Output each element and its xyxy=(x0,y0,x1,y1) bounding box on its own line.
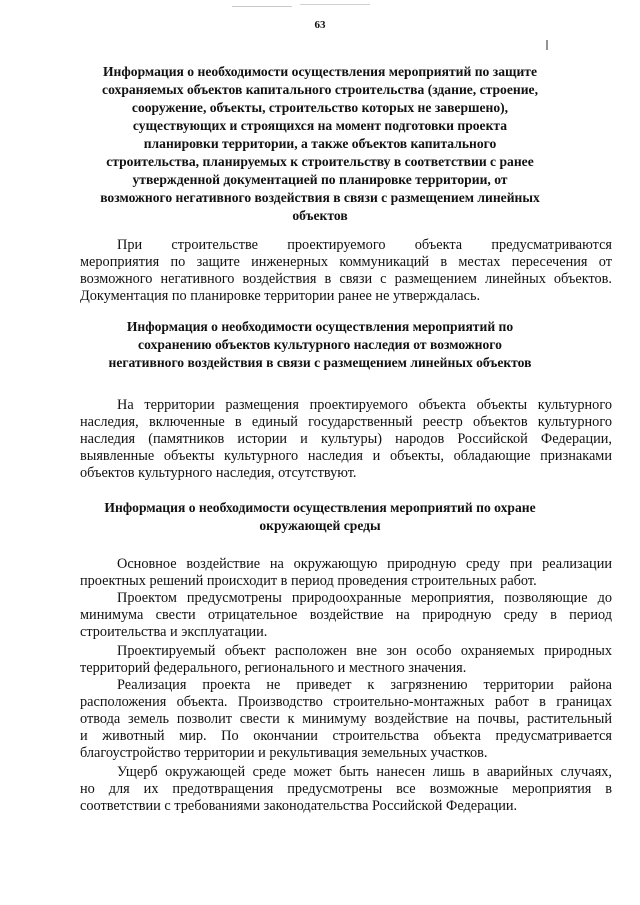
heading-line: возможного негативного воздействия в связи с размещением линейных xyxy=(100,190,540,205)
heading-line: Информация о необходимости осуществления мероприятий по охране xyxy=(104,500,536,515)
paragraph xyxy=(80,677,612,762)
paragraph-line: Основное воздействие на окружающую природную среду при реализации xyxy=(117,556,612,572)
paragraph xyxy=(80,643,612,677)
paragraph-line: но для их предотвращения предусмотрены все возможные мероприятия в xyxy=(80,781,612,797)
paragraph-line: минимума свести отрицательное воздействие на природную среду в период xyxy=(80,607,612,623)
paragraph-line: отвода земель позволит свести к минимуму воздействие на почвы, растительный xyxy=(80,711,612,727)
paragraph-line: Проектируемый объект расположен вне зон особо охраняемых природных xyxy=(117,643,612,659)
section-heading-environment xyxy=(90,499,550,535)
heading-line: планировки территории, а также объектов капитального xyxy=(143,136,497,151)
paragraph-line: возможного негативного воздействия в связи с размещением линейных объектов. xyxy=(80,271,612,287)
paragraph xyxy=(80,397,612,482)
paragraph-line: и животный мир. По окончании строительства объекта предусматривается xyxy=(80,728,612,744)
paragraph-line: строительства и эксплуатации. xyxy=(80,624,268,640)
paragraph-line: При строительстве проектируемого объекта предусматриваются xyxy=(117,237,612,253)
paragraph-line: объектов культурного наследия, отсутствуют. xyxy=(80,465,357,481)
paragraph-line: Реализация проекта не приведет к загрязнению территории района xyxy=(117,677,612,693)
paragraph-line: выявленные объекты культурного наследия и объекты, обладающие признаками xyxy=(80,448,612,464)
section-heading-cultural-heritage xyxy=(90,318,550,372)
scan-artifact xyxy=(546,40,548,50)
heading-line: строительства, планируемых к строительству в соответствии с ранее xyxy=(106,154,534,169)
heading-line: окружающей среды xyxy=(259,518,381,533)
paragraph-line: наследия (памятников истории и культуры) народов Российской Федерации, xyxy=(80,431,612,447)
section-heading-protection-of-objects xyxy=(90,63,550,225)
scan-artifact xyxy=(300,4,370,5)
paragraph-line: Проектом предусмотрены природоохранные мероприятия, позволяющие до xyxy=(117,590,612,606)
paragraph-line: проектных решений происходит в период проведения строительных работ. xyxy=(80,573,537,589)
paragraph-line: мероприятия по защите инженерных коммуникаций в местах пересечения от xyxy=(80,254,612,270)
paragraph-line: соответствии с требованиями законодательства Российской Федерации. xyxy=(80,798,518,814)
paragraph-line: Документация по планировке территории ранее не утверждалась. xyxy=(80,288,481,304)
paragraph xyxy=(80,590,612,641)
paragraph-line: территорий федерального, регионального и местного значения. xyxy=(80,660,467,676)
paragraph xyxy=(80,237,612,305)
heading-line: сохраняемых объектов капитального строительства (здание, строение, xyxy=(102,82,538,97)
heading-line: негативного воздействия в связи с размещением линейных объектов xyxy=(108,355,532,370)
heading-line: объектов xyxy=(292,208,348,223)
heading-line: Информация о необходимости осуществления мероприятий по xyxy=(126,319,514,334)
heading-line: утвержденной документацией по планировке территории, от xyxy=(132,172,508,187)
heading-line: сохранению объектов культурного наследия от возможного xyxy=(138,337,502,352)
heading-line: сооружение, объекты, строительство которых не завершено), xyxy=(131,100,509,115)
heading-line: существующих и строящихся на момент подготовки проекта xyxy=(132,118,508,133)
paragraph xyxy=(80,764,612,815)
scan-artifact xyxy=(232,6,292,7)
paragraph-line: наследия, включенные в единый государственный реестр объектов культурного xyxy=(80,414,612,430)
page-number: 63 xyxy=(314,19,326,31)
paragraph xyxy=(80,556,612,590)
paragraph-line: расположения объекта. Производство строительно-монтажных работ в границах xyxy=(80,694,612,710)
paragraph-line: Ущерб окружающей среде может быть нанесен лишь в аварийных случаях, xyxy=(117,764,612,780)
paragraph-line: благоустройство территории и рекультивация земельных участков. xyxy=(80,745,488,761)
heading-line: Информация о необходимости осуществления мероприятий по защите xyxy=(102,64,538,79)
paragraph-line: На территории размещения проектируемого объекта объекты культурного xyxy=(117,397,612,413)
